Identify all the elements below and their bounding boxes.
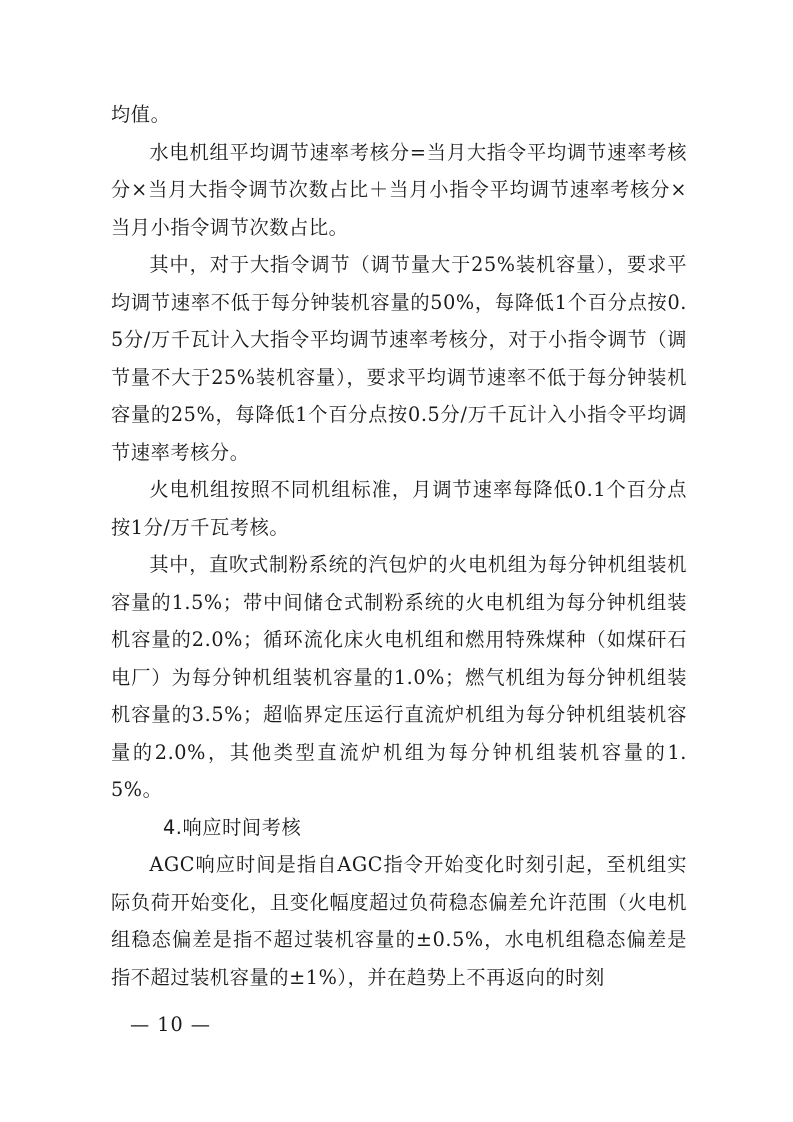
paragraph-thermal-assessment: 火电机组按照不同机组标准，月调节速率每降低0.1个百分点按1分/万千瓦考核。 bbox=[111, 478, 687, 539]
paragraph-hydro-score-formula: 水电机组平均调节速率考核分=当月大指令平均调节速率考核分×当月大指令调节次数占比＋当月小指令平均调节速率考核分×当月小指令调节次数占比。 bbox=[111, 140, 687, 239]
section-heading-response-time: 4.响应时间考核 bbox=[163, 815, 302, 839]
page-number: — 10 — bbox=[130, 1013, 211, 1036]
paragraph-agc-response-time: AGC响应时间是指自AGC指令开始变化时刻引起，至机组实际负荷开始变化，且变化幅度超过负荷稳态偏差允许范围（火电机组稳态偏差是指不超过装机容量的±0.5%，水电机组稳态偏差是指不超过装机容量的±1%），并在趋势上不再返向的时刻 bbox=[111, 853, 687, 989]
paragraph-instruction-adjustment: 其中，对于大指令调节（调节量大于25%装机容量），要求平均调节速率不低于每分钟装机容量的50%，每降低1个百分点按0.5分/万千瓦计入大指令平均调节速率考核分，对于小指令调节（调节量不大于25%装机容量），要求平均调节速率不低于每分钟装机容量的25%，每降低1个百分点按0.5分/万千瓦计入小指令平均调节速率考核分。 bbox=[111, 253, 687, 464]
paragraph-continuation: 均值。 bbox=[111, 103, 171, 126]
document-body bbox=[111, 96, 687, 996]
paragraph-thermal-rates: 其中，直吹式制粉系统的汽包炉的火电机组为每分钟机组装机容量的1.5%；带中间储仓式制粉系统的火电机组为每分钟机组装机容量的2.0%；循环流化床火电机组和燃用特殊煤种（如煤矸石电厂）为每分钟机组装机容量的1.0%；燃气机组为每分钟机组装机容量的3.5%；超临界定压运行直流炉机组为每分钟机组装机容量的2.0%，其他类型直流炉机组为每分钟机组装机容量的1.5%。 bbox=[111, 553, 687, 801]
